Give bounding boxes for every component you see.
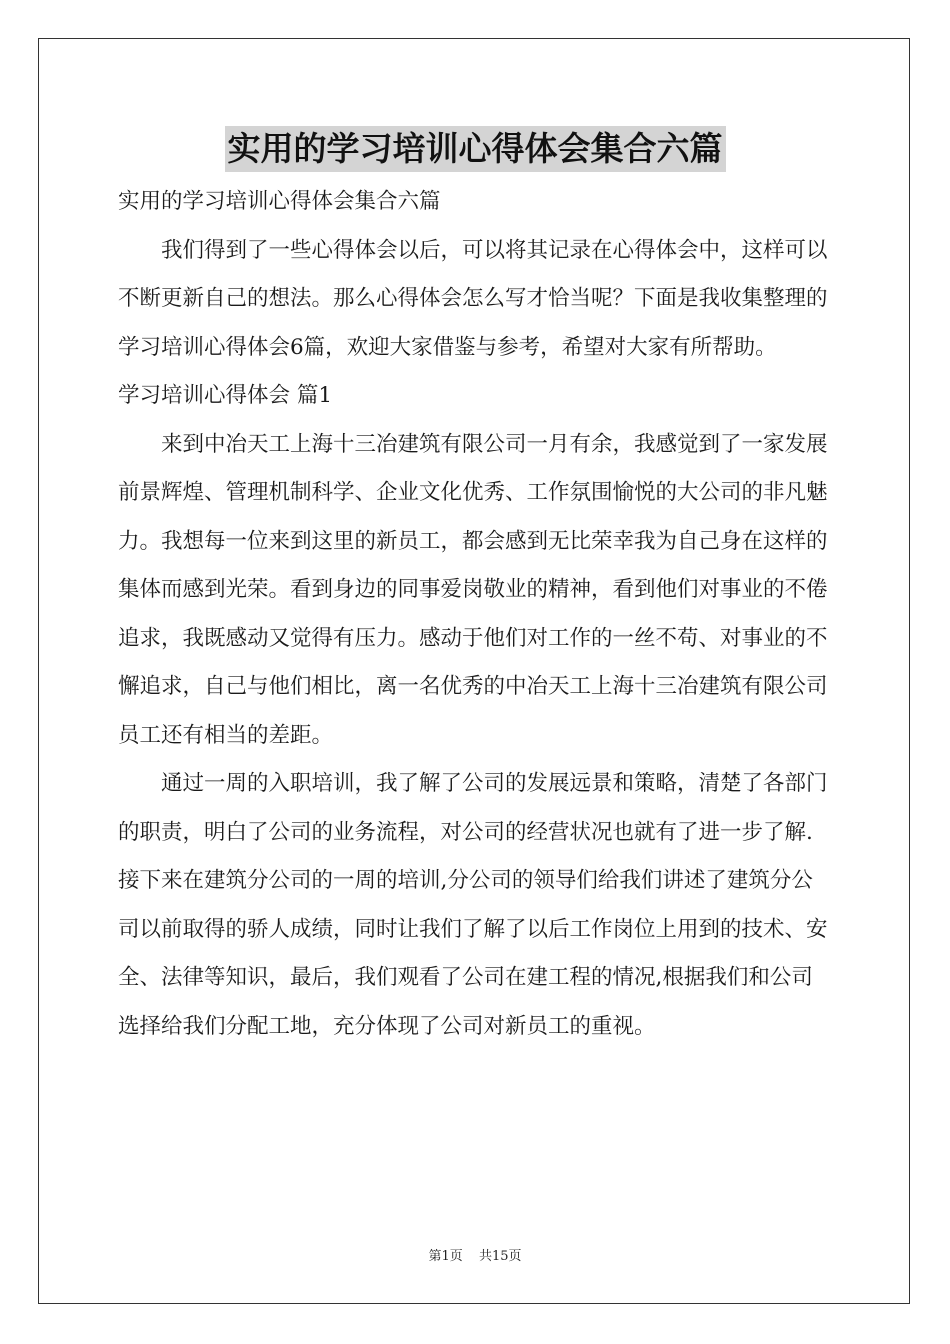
intro-paragraph: 我们得到了一些心得体会以后，可以将其记录在心得体会中，这样可以不断更新自己的想法。那么心得体会怎么写才恰当呢？下面是我收集整理的学习培训心得体会6篇，欢迎大家借鉴与参考，希望对大家有所帮助。 <box>118 237 828 360</box>
section-heading: 学习培训心得体会 篇1 <box>118 383 333 408</box>
body-paragraph-1: 来到中冶天工上海十三冶建筑有限公司一月有余，我感觉到了一家发展前景辉煌、管理机制科学、企业文化优秀、工作氛围愉悦的大公司的非凡魅力。我想每一位来到这里的新员工，都会感到无比荣幸我为自己身在这样的集体而感到光荣。看到身边的同事爱岗敬业的精神，看到他们对事业的不倦追求，我既感动又觉得有压力。感动于他们对工作的一丝不苟、对事业的不懈追求，自己与他们相比，离一名优秀的中冶天工上海十三冶建筑有限公司员工还有相当的差距。 <box>118 431 828 748</box>
document-title: 实用的学习培训心得体会集合六篇 <box>225 126 726 172</box>
document-body <box>118 178 834 1051</box>
page-footer <box>0 1245 950 1264</box>
page-number-current: 第1页 <box>428 1249 463 1264</box>
page-number-total: 共15页 <box>478 1249 522 1264</box>
document-subtitle: 实用的学习培训心得体会集合六篇 <box>118 189 441 214</box>
title-container <box>0 126 950 172</box>
body-paragraph-2: 通过一周的入职培训，我了解了公司的发展远景和策略，清楚了各部门的职责，明白了公司的业务流程，对公司的经营状况也就有了进一步了解.接下来在建筑分公司的一周的培训,分公司的领导们给我们讲述了建筑分公司以前取得的骄人成绩，同时让我们了解了以后工作岗位上用到的技术、安全、法律等知识，最后，我们观看了公司在建工程的情况,根据我们和公司选择给我们分配工地，充分体现了公司对新员工的重视。 <box>118 771 828 1039</box>
